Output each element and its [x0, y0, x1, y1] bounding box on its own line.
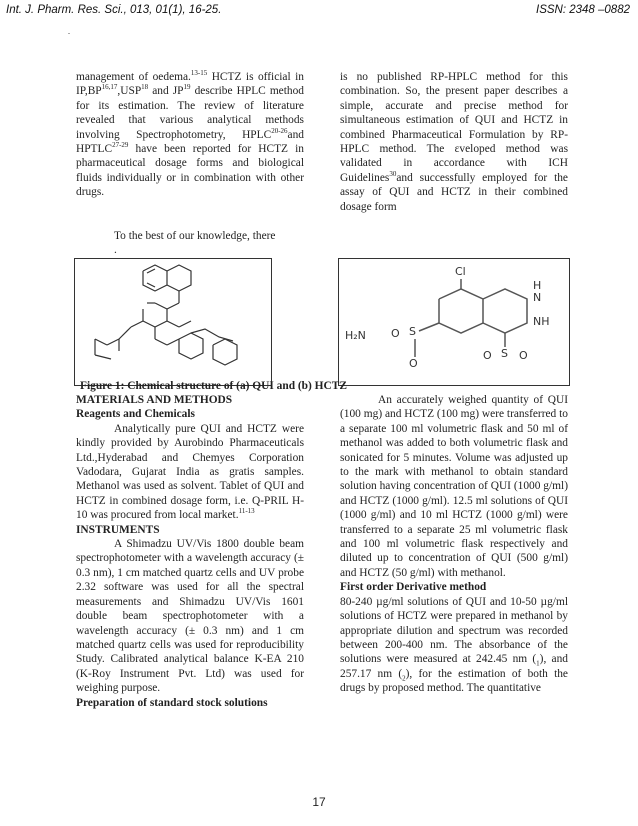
- hctz-structure-image: [338, 258, 570, 386]
- issn-header: ISSN: 2348 –0882: [536, 4, 630, 16]
- reagents-paragraph: Analytically pure QUI and HCTZ were kindly provided by Aurobindo Pharmaceuticals Ltd.,Hyderabad and Chemyes Corporation Vadodara, Gujarat India as gratis samples. Methanol was used as solvent. Tablet of QUI and HCTZ in combined dosage form, i.e. Q-PRIL H-10 was procured from local market.$^{11-13}$: [76, 422, 304, 522]
- hctz-o1-label: O: [391, 327, 400, 340]
- instruments-heading: INSTRUMENTS: [76, 523, 160, 536]
- hctz-s1-label: S: [409, 325, 416, 338]
- column-2-bottom: [340, 393, 568, 696]
- hctz-cl-label: Cl: [455, 265, 466, 278]
- instruments-paragraph: A Shimadzu UV/Vis 1800 double beam spectrophotometer with a wavelength accuracy (± 0.3 nm), 1 cm matched quartz cells and UV probe 2.32 software was used for all the spectral measurements and Shimadzu UV/Vis 1601 double beam spectrophotometer with a wavelength accuracy (± 0.3 nm) and 1 cm matched quartz cells was used for reproducibility Study. Calibrated analytical balance K-EA 210 (K-Roy Instrument Pvt. Ltd) was used for weighing purpose.: [76, 538, 304, 695]
- derivative-heading: First order Derivative method: [340, 581, 487, 594]
- journal-header: Int. J. Pharm. Res. Sci., 013, 01(1), 16-25.: [6, 4, 222, 16]
- hctz-s2-label: S: [501, 347, 508, 360]
- intro-paragraph: management of oedema.$^{13-15}$ HCTZ is official in IP,BP$^{16,17}$,USP$^{18}$ and JP$^{19}$ describe HPLC method for its estimation. The review of literature revealed that various analytical methods involving Spectrophotometry, HPLC$^{20-26}$and HPTLC$^{27-29}$ have been reported for HCTZ in pharmaceutical dosage forms and biological fluids individually or in combination with other drugs.: [76, 69, 304, 199]
- qui-structure-drawing: [75, 259, 271, 385]
- hctz-o2-label: O: [409, 357, 418, 370]
- page-number: 17: [312, 795, 326, 809]
- hctz-structure-drawing: [339, 259, 569, 385]
- hctz-h2n-label: H₂N: [345, 329, 366, 342]
- column-1-bottom: [76, 393, 304, 710]
- hctz-n-label: N: [533, 291, 542, 304]
- combination-paragraph: is no published RP-HPLC method for this combination. So, the present paper describes a simple, accurate and precise method for simultaneous estimation of QUI and HCTZ in combined Pharmaceutical Formulation by RP-HPLC method. The ɛveloped method was validated in accordance with ICH Guidelines$^{30}$and successfully employed for the assay of QUI and HCTZ in their combined dosage form: [340, 71, 568, 213]
- stock-solution-paragraph: An accurately weighed quantity of QUI (100 mg) and HCTZ (100 mg) were transferred to a separate 100 ml volumetric flask and 50 ml of methanol was added to both volumetric flask and sonicated for 5 minutes. Volume was adjusted up to the mark with methanol to obtain standard solution having concentration of QUI (1000 g/ml) and HCTZ (1000 g/ml). 12.5 ml solutions of QUI (1000 g/ml) and 10 ml HCTZ (1000 g/ml) were transferred to a separate 25 ml volumetric flask and 100 ml volumetric flask respectively and diluted up to concentration of QUI (500 g/ml) and HCTZ (50 g/ml) with methanol.: [340, 394, 568, 579]
- reagents-heading: Reagents and Chemicals: [76, 408, 195, 421]
- qui-structure-image: [74, 258, 272, 386]
- knowledge-paragraph: To the best of our knowledge, there .: [114, 230, 276, 257]
- column-2-top: [340, 70, 568, 214]
- hctz-nh-label: NH: [533, 315, 550, 328]
- hctz-h-label: H: [533, 279, 542, 292]
- preparation-heading: Preparation of standard stock solutions: [76, 696, 268, 709]
- figure-caption: Figure 1: Chemical structure of (a) QUI and (b) HCTZ: [80, 380, 347, 392]
- hctz-o3-label: O: [483, 349, 492, 362]
- column-1-top: [76, 70, 304, 200]
- hctz-o4-label: O: [519, 349, 528, 362]
- derivative-paragraph: 80-240 µg/ml solutions of QUI and 10-50 µg/ml solutions of HCTZ were prepared in methanol by appropriate dilution and spectrum was recorded between 200-400 nm. The absorbance of the solutions were measured at 242.45 nm $(_1)$, and 257.17 nm $(_2)$, for the estimation of both the drugs by proposed method. The quantitative: [340, 595, 568, 695]
- header-mark: .: [68, 27, 70, 36]
- materials-heading: MATERIALS AND METHODS: [76, 394, 233, 406]
